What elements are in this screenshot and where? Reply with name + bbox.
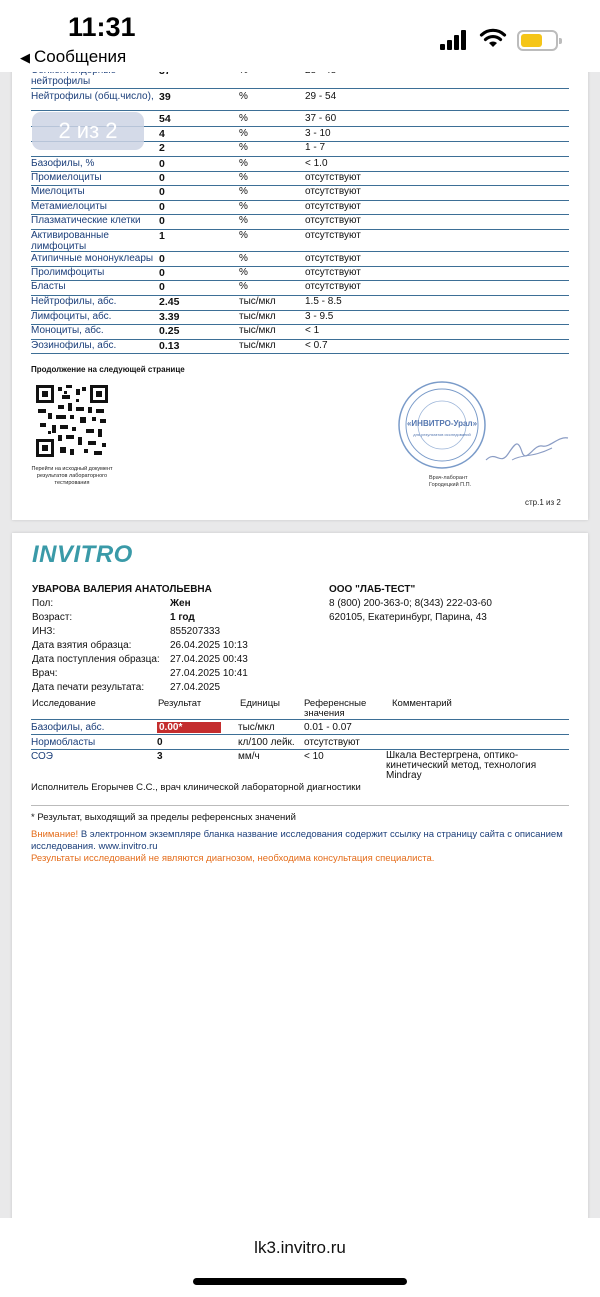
- test-name[interactable]: Нейтрофилы (общ.число),: [31, 91, 154, 102]
- invitro-link[interactable]: www.invitro.ru: [98, 841, 158, 852]
- sex-value: Жен: [170, 598, 191, 609]
- taken-value: 26.04.2025 10:13: [170, 640, 248, 651]
- battery-icon: [517, 30, 558, 51]
- test-unit: тыс/мкл: [239, 325, 276, 336]
- doctor-value: 27.04.2025 10:41: [170, 668, 248, 679]
- test-name[interactable]: Лимфоциты, абс.: [31, 311, 112, 322]
- table-row: [31, 215, 569, 230]
- table-row: [31, 253, 569, 267]
- invitro-logo: INVITRO: [32, 541, 133, 568]
- test-ref: отсутствуют: [304, 737, 360, 748]
- test-unit: %: [239, 142, 248, 153]
- test-name[interactable]: Метамиелоциты: [31, 201, 107, 212]
- test-name[interactable]: Промиелоциты: [31, 172, 102, 183]
- test-name[interactable]: Атипичные мононуклеары: [31, 253, 154, 264]
- test-ref: отсутствуют: [305, 201, 361, 212]
- clock: 11:31: [68, 12, 136, 42]
- test-unit: %: [239, 267, 248, 278]
- table-row: [31, 325, 569, 340]
- test-unit: %: [239, 186, 248, 197]
- table-row: [31, 201, 569, 215]
- test-unit: тыс/мкл: [239, 311, 276, 322]
- test-ref: 29 - 54: [305, 91, 337, 102]
- test-value: 0: [159, 158, 165, 170]
- test-ref: 3 - 10: [305, 128, 331, 139]
- lab-name: ООО "ЛАБ-ТЕСТ": [329, 584, 416, 595]
- cellular-signal-icon: [440, 30, 467, 50]
- qr-caption: Перейти на исходный документ результатов лабораторного тестирования: [31, 466, 113, 486]
- test-unit: тыс/мкл: [239, 340, 276, 351]
- test-name[interactable]: Эозинофилы, абс.: [31, 340, 117, 351]
- print-value: 27.04.2025: [170, 682, 221, 693]
- print-label: Дата печати результата:: [32, 682, 145, 693]
- test-ref: < 10: [304, 751, 324, 762]
- test-unit: %: [239, 281, 248, 292]
- test-ref: < 0.7: [305, 340, 328, 351]
- test-value: 3.39: [159, 311, 180, 323]
- lab-address: 620105, Екатеринбург, Парина, 43: [329, 612, 487, 623]
- test-value: 2: [159, 142, 165, 154]
- header-units: Единицы: [240, 698, 281, 709]
- test-ref: 3 - 9.5: [305, 311, 334, 322]
- test-name[interactable]: Нормобласты: [31, 737, 96, 748]
- test-name[interactable]: Миелоциты: [31, 186, 85, 197]
- table-row: [31, 736, 569, 750]
- age-value: 1 год: [170, 612, 195, 623]
- header-test: Исследование: [32, 698, 96, 709]
- received-value: 27.04.2025 00:43: [170, 654, 248, 665]
- test-value: 0: [159, 215, 165, 227]
- disclaimer: Результаты исследований не являются диагнозом, необходима консультация специалиста.: [31, 853, 435, 864]
- received-label: Дата поступления образца:: [32, 654, 160, 665]
- test-name[interactable]: Моноциты, абс.: [31, 325, 104, 336]
- test-name[interactable]: Пролимфоциты: [31, 267, 105, 278]
- inz-value: 855207333: [170, 626, 221, 637]
- test-value: 2.45: [159, 296, 180, 308]
- test-ref: отсутствуют: [305, 281, 361, 292]
- test-value: 0.13: [159, 340, 180, 352]
- test-unit: %: [239, 253, 248, 264]
- url-text[interactable]: lk3.invitro.ru: [254, 1238, 346, 1257]
- table-row: [31, 230, 569, 252]
- back-triangle-icon: ◀: [20, 50, 30, 65]
- test-unit: мм/ч: [238, 751, 260, 762]
- browser-url-bar[interactable]: [0, 1218, 600, 1297]
- test-ref: отсутствуют: [305, 267, 361, 278]
- lab-phone: 8 (800) 200-363-0; 8(343) 222-03-60: [329, 598, 492, 609]
- test-ref: 0.01 - 0.07: [304, 722, 352, 733]
- test-unit: тыс/мкл: [239, 296, 276, 307]
- test-value: 0: [157, 737, 163, 748]
- test-ref: отсутствуют: [305, 253, 361, 264]
- test-ref: < 1.0: [305, 158, 328, 169]
- table-row: [31, 750, 569, 780]
- test-value: 0.25: [159, 325, 180, 337]
- test-value: 0: [159, 186, 165, 198]
- continue-note: Продолжение на следующей странице: [31, 365, 185, 374]
- test-name[interactable]: Активированные лимфоциты: [31, 230, 109, 252]
- patient-name: УВАРОВА ВАЛЕРИЯ АНАТОЛЬЕВНА: [32, 584, 212, 595]
- test-unit: тыс/мкл: [238, 722, 275, 733]
- test-value: 39: [159, 91, 171, 103]
- back-label: Сообщения: [34, 47, 127, 66]
- test-name[interactable]: Плазматические клетки: [31, 215, 141, 226]
- test-ref: < 1: [305, 325, 320, 336]
- lab-stamp-icon: [397, 380, 487, 470]
- test-name[interactable]: Базофилы, абс.: [31, 722, 105, 733]
- test-value: 0: [159, 267, 165, 279]
- doctor-label: Врач:: [32, 668, 58, 679]
- page-counter-badge: 2 из 2: [32, 112, 144, 150]
- test-ref: отсутствуют: [305, 172, 361, 183]
- table-row: [31, 172, 569, 186]
- qr-code-icon[interactable]: [36, 385, 108, 457]
- home-indicator[interactable]: [193, 1278, 407, 1285]
- test-name[interactable]: нейтрофилы: [31, 76, 91, 87]
- test-ref: 37 - 60: [305, 113, 337, 124]
- document-page-2: [12, 533, 588, 1223]
- table-row: [31, 267, 569, 281]
- header-divider: [31, 719, 569, 720]
- test-unit: %: [239, 91, 248, 102]
- table-row: [31, 158, 569, 172]
- back-to-messages-link[interactable]: [20, 47, 126, 67]
- test-unit: %: [239, 128, 248, 139]
- inz-label: ИНЗ:: [32, 626, 56, 637]
- table-row: [31, 721, 569, 735]
- test-value: 0: [159, 253, 165, 265]
- table-row: [31, 296, 569, 311]
- doctor-note-line2: Городецкий П.П.: [429, 482, 472, 488]
- test-unit: %: [239, 113, 248, 124]
- test-unit: кл/100 лейк.: [238, 737, 295, 748]
- wifi-icon: [479, 27, 507, 49]
- footnote: * Результат, выходящий за пределы референсных значений: [31, 812, 296, 823]
- test-unit: %: [239, 230, 248, 241]
- separator: [31, 805, 569, 806]
- attention-note: [31, 829, 576, 853]
- age-label: Возраст:: [32, 612, 73, 623]
- attention-text: В электронном экземпляре бланка название исследования содержит ссылку на страницу сайта с описанием исследования.: [31, 829, 563, 852]
- test-unit: %: [239, 172, 248, 183]
- status-bar: [0, 0, 600, 72]
- signature-icon: [482, 430, 572, 470]
- taken-label: Дата взятия образца:: [32, 640, 132, 651]
- doctor-note: [429, 475, 471, 489]
- test-value: 4: [159, 128, 165, 140]
- test-value: 0: [159, 201, 165, 213]
- table-row: [31, 91, 569, 111]
- test-unit: %: [239, 201, 248, 212]
- table-row: [31, 340, 569, 354]
- test-value: 0: [159, 172, 165, 184]
- doctor-note-line1: Врач-лаборант: [429, 475, 468, 481]
- test-ref: отсутствуют: [305, 230, 361, 241]
- test-value: 0: [159, 281, 165, 293]
- test-name[interactable]: Базофилы, %: [31, 158, 95, 169]
- stamp-text: «ИНВИТРО-Урал»: [406, 419, 478, 428]
- test-comment: Шкала Вестергрена, оптико-кинетический метод, технология Mindray: [386, 750, 537, 781]
- header-ref: Референсные значения: [304, 698, 367, 719]
- test-ref: 1.5 - 8.5: [305, 296, 342, 307]
- executor: Исполнитель Егорычев С.С., врач клинической лабораторной диагностики: [31, 782, 361, 793]
- test-unit: %: [239, 215, 248, 226]
- test-value: 0.00*: [157, 722, 221, 733]
- page-number: стр.1 из 2: [525, 498, 561, 507]
- table-row: [31, 311, 569, 325]
- stamp-subtext: для результатов исследований: [413, 432, 471, 437]
- table-row: [31, 186, 569, 201]
- test-ref: 1 - 7: [305, 142, 326, 153]
- table-row: [31, 281, 569, 296]
- test-name[interactable]: Бласты: [31, 281, 66, 292]
- header-result: Результат: [158, 698, 202, 709]
- test-name[interactable]: Нейтрофилы, абс.: [31, 296, 117, 307]
- test-value: 3: [157, 751, 163, 762]
- test-value: 1: [159, 230, 165, 242]
- test-value: 54: [159, 113, 171, 125]
- test-name[interactable]: СОЭ: [31, 751, 53, 762]
- test-ref: отсутствуют: [305, 215, 361, 226]
- test-ref: отсутствуют: [305, 186, 361, 197]
- test-unit: %: [239, 158, 248, 169]
- header-comment: Комментарий: [392, 698, 452, 709]
- attention-label: Внимание!: [31, 829, 79, 840]
- sex-label: Пол:: [32, 598, 54, 609]
